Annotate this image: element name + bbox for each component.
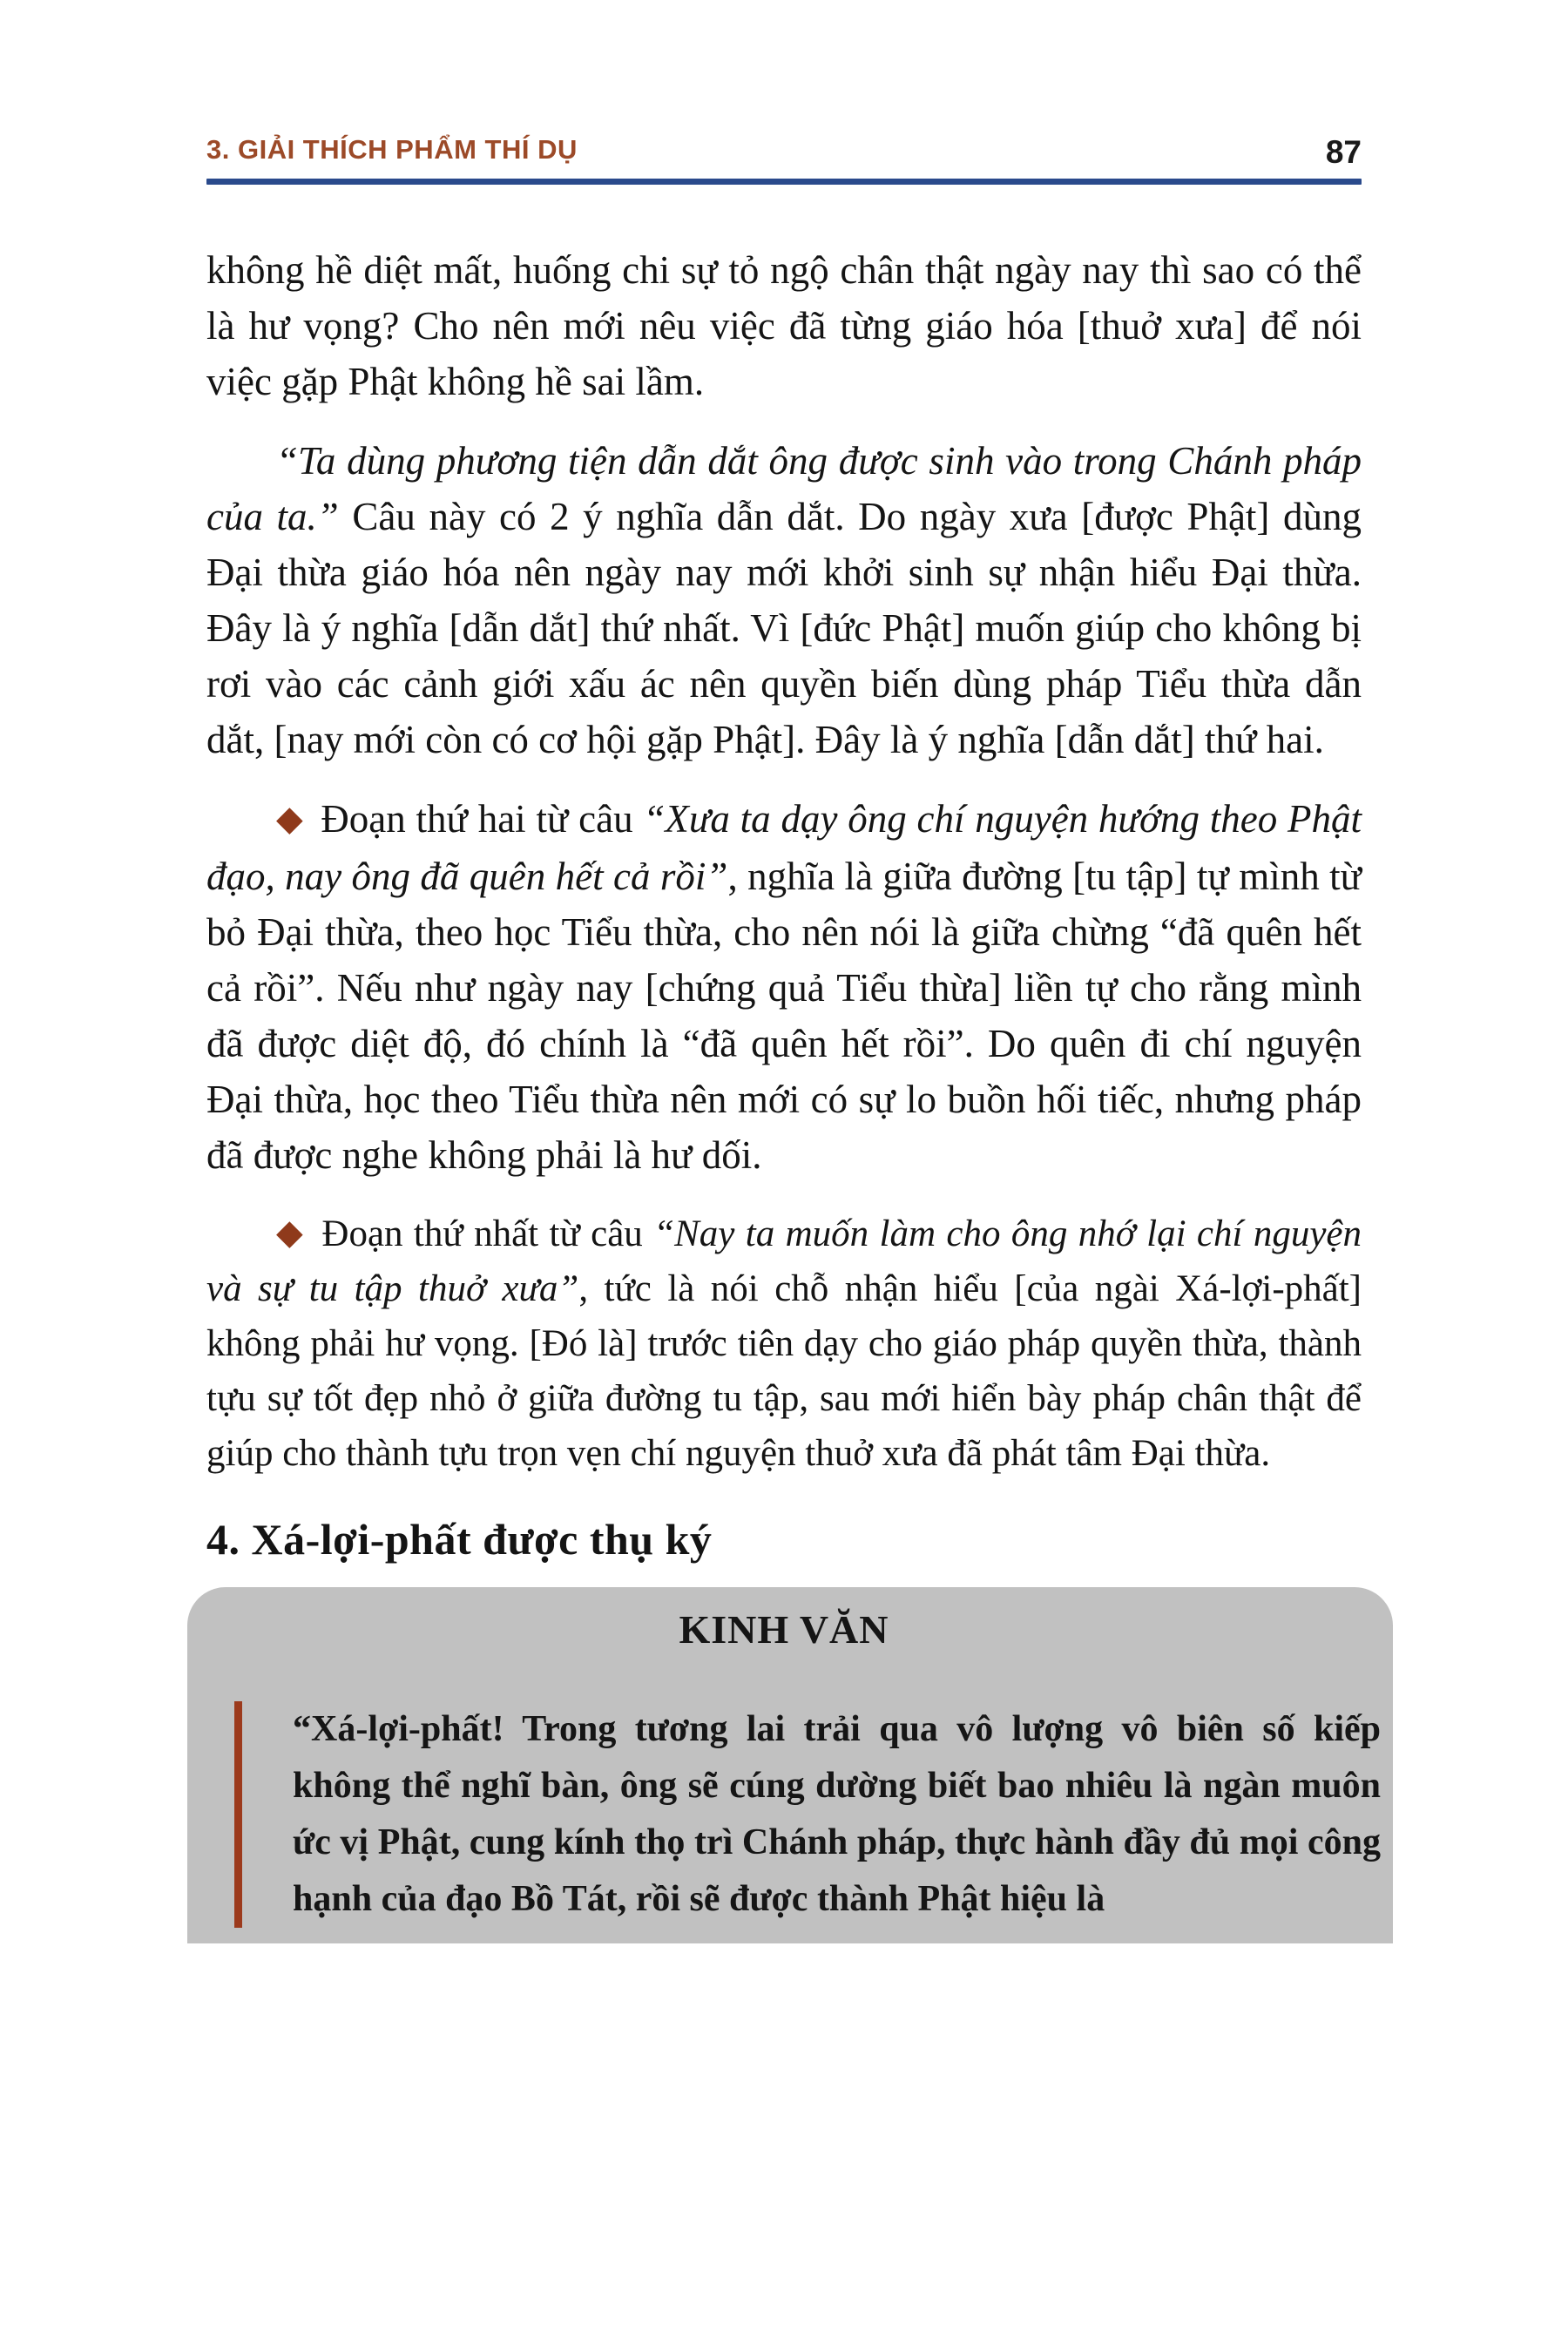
- diamond-bullet-icon: ◆: [276, 1213, 305, 1252]
- section-heading: 4. Xá-lợi-phất được thụ ký: [206, 1515, 713, 1564]
- paragraph-3-lead: Đoạn thứ hai từ câu: [321, 797, 644, 841]
- chapter-title: 3. GIẢI THÍCH PHẨM THÍ DỤ: [206, 134, 578, 165]
- paragraph-3-commentary: , nghĩa là giữa đường [tu tập] tự mình từ bỏ Đại thừa, theo học Tiểu thừa, cho nên nói là giữa chừng “đã quên hết cả rồi”. Nếu như ngày nay [chứng quả Tiểu thừa] liền tự cho rằng mình đã được diệt độ, đó chính là “đã quên hết rồi”. Do quên đi chí nguyện Đại thừa, học theo Tiểu thừa nên mới có sự lo buồn hối tiếc, nhưng pháp đã được nghe không phải là hư dối.: [206, 855, 1362, 1177]
- page-number: 87: [1325, 134, 1362, 170]
- paragraph-3: [206, 791, 1362, 1183]
- paragraph-2: [206, 433, 1362, 767]
- header-rule-divider: [206, 179, 1362, 185]
- paragraph-1: [206, 242, 1362, 409]
- paragraph-2-commentary: Câu này có 2 ý nghĩa dẫn dắt. Do ngày xưa [được Phật] dùng Đại thừa giáo hóa nên ngày nay mới khởi sinh sự nhận hiểu Đại thừa. Đây là ý nghĩa [dẫn dắt] thứ nhất. Vì [đức Phật] muốn giúp cho không bị rơi vào các cảnh giới xấu ác nên quyền biến dùng pháp Tiểu thừa dẫn dắt, [nay mới còn có cơ hội gặp Phật]. Đây là ý nghĩa [dẫn dắt] thứ hai.: [206, 495, 1362, 761]
- running-header: [206, 129, 1362, 170]
- kinh-van-box: [187, 1587, 1393, 1943]
- paragraph-4-lead: Đoạn thứ nhất từ câu: [321, 1213, 654, 1254]
- kinh-van-quote-block: [234, 1701, 1381, 1928]
- paragraph-4: [206, 1206, 1362, 1481]
- diamond-bullet-icon: ◆: [276, 799, 304, 838]
- paragraph-1-text: không hề diệt mất, huống chi sự tỏ ngộ chân thật ngày nay thì sao có thể là hư vọng? Cho nên mới nêu việc đã từng giáo hóa [thuở xưa] để nói việc gặp Phật không hề sai lầm.: [206, 248, 1362, 403]
- paragraph-4-scripture-quote: “Nay ta muốn làm cho ông nhớ lại chí nguyện và sự tu tập thuở xưa”: [206, 1213, 1362, 1309]
- paragraph-3-scripture-quote: “Xưa ta dạy ông chí nguyện hướng theo Phật đạo, nay ông đã quên hết cả rồi”: [206, 797, 1362, 898]
- body-text: [206, 242, 1362, 1481]
- paragraph-2-scripture-quote: “Ta dùng phương tiện dẫn dắt ông được sinh vào trong Chánh pháp của ta.”: [206, 439, 1362, 538]
- paragraph-4-commentary: , tức là nói chỗ nhận hiểu [của ngài Xá-lợi-phất] không phải hư vọng. [Đó là] trước tiên dạy cho giáo pháp quyền thừa, thành tựu sự tốt đẹp nhỏ ở giữa đường tu tập, sau mới hiển bày pháp chân thật để giúp cho thành tựu trọn vẹn chí nguyện thuở xưa đã phát tâm Đại thừa.: [206, 1268, 1362, 1474]
- kinh-van-title: KINH VĂN: [679, 1607, 889, 1652]
- kinh-van-quote-text: “Xá-lợi-phất! Trong tương lai trải qua vô lượng vô biên số kiếp không thể nghĩ bàn, ông sẽ cúng dường biết bao nhiêu là ngàn muôn ức vị Phật, cung kính thọ trì Chánh pháp, thực hành đầy đủ mọi công hạnh của đạo Bồ Tát, rồi sẽ được thành Phật hiệu là: [293, 1709, 1381, 1919]
